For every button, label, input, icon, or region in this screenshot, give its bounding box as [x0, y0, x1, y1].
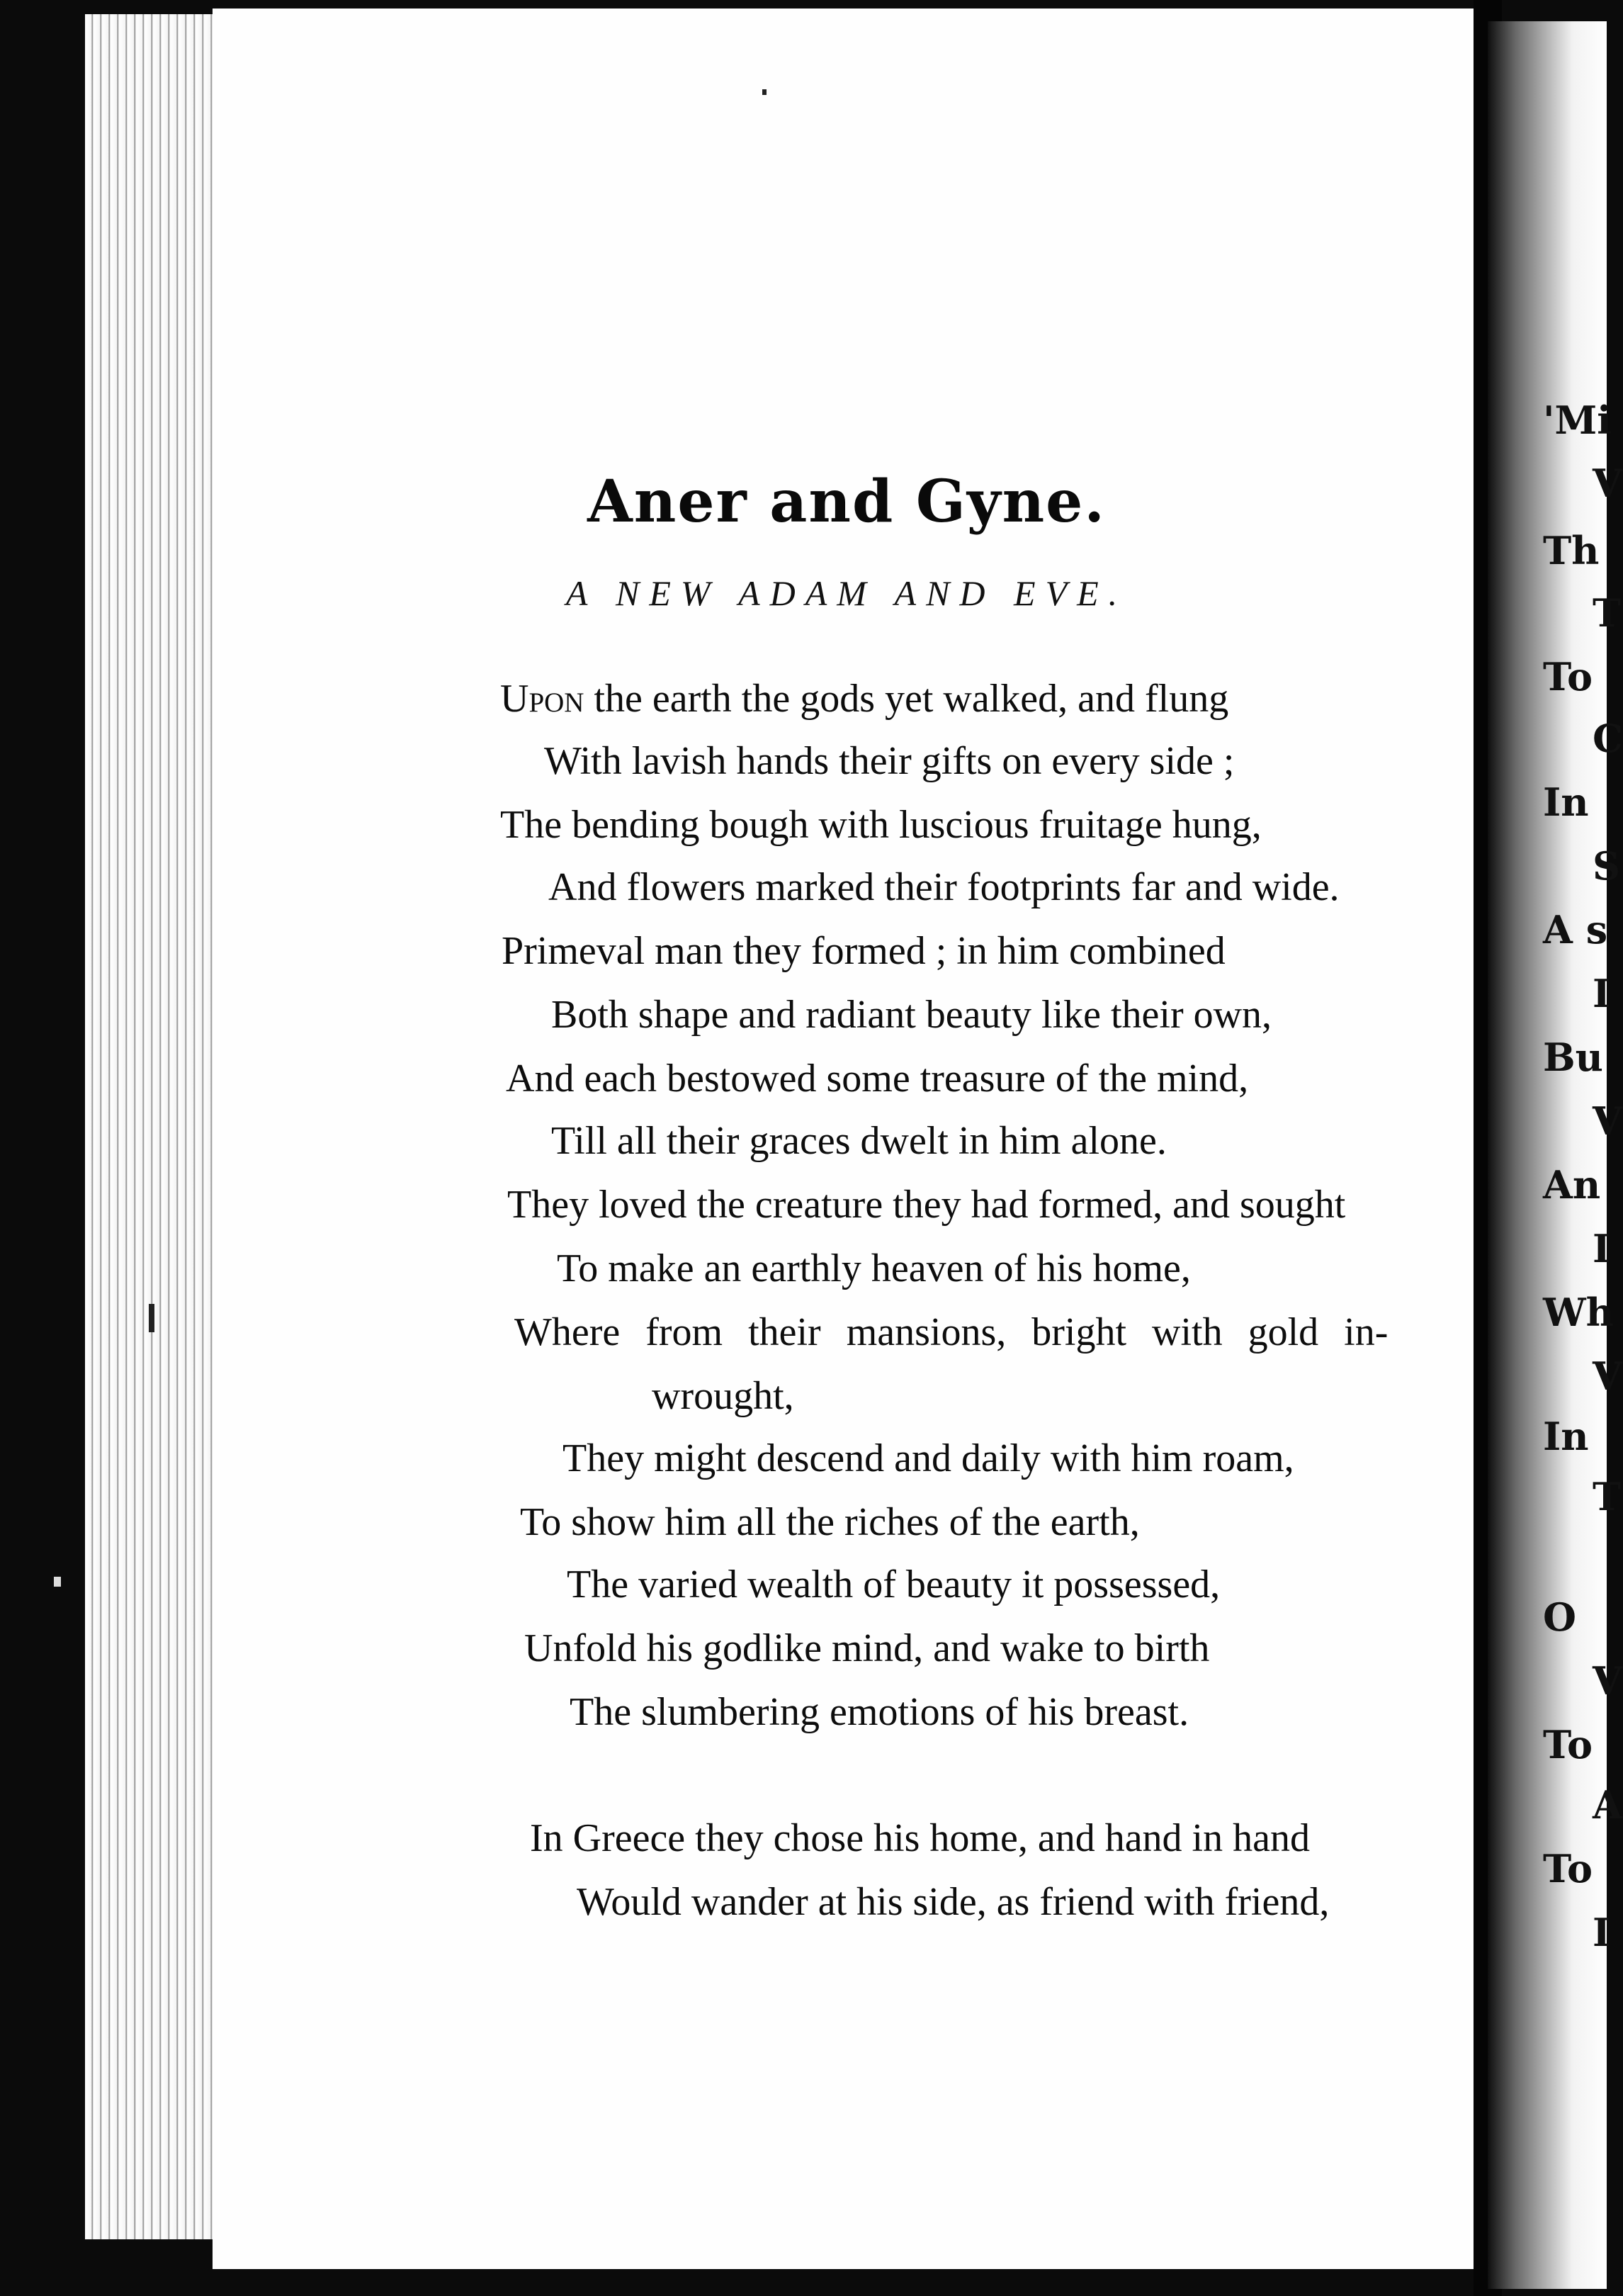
facing-fragment: V [1593, 1658, 1622, 1704]
facing-fragment: In [1543, 780, 1589, 825]
facing-fragment: An [1543, 1162, 1601, 1208]
poem-first-word: Upon [500, 677, 584, 721]
poem-line: The varied wealth of beauty it possessed, [567, 1563, 1221, 1606]
facing-fragment: A s [1543, 907, 1608, 952]
poem-line: Till all their graces dwelt in him alone. [551, 1119, 1167, 1163]
poem-line: They might descend and daily with him roam, [562, 1436, 1294, 1480]
poem-line: Would wander at his side, as friend with friend, [577, 1880, 1330, 1924]
poem-line: They loved the creature they had formed, and sought [507, 1183, 1346, 1227]
facing-fragment: V [1593, 1098, 1622, 1144]
facing-fragment: S [1593, 843, 1620, 889]
poem-line: In Greece they chose his home, and hand in hand [530, 1816, 1310, 1860]
facing-fragment: Bu [1543, 1035, 1603, 1080]
poem-line: With lavish hands their gifts on every side ; [544, 739, 1235, 783]
poem-line: And each bestowed some treasure of the mind, [506, 1057, 1249, 1101]
facing-fragment: Th [1543, 528, 1600, 573]
facing-fragment: To [1543, 1846, 1593, 1891]
poem-line: And flowers marked their footprints far and wide. [548, 865, 1340, 909]
poem-line: Unfold his godlike mind, and wake to birth [524, 1626, 1210, 1670]
facing-fragment: Wh [1543, 1290, 1614, 1335]
facing-fragment: V [1593, 461, 1622, 506]
poem-line: Primeval man they formed ; in him combined [502, 929, 1226, 973]
facing-fragment: I [1593, 1910, 1611, 1955]
poem-line: Both shape and radiant beauty like their own, [551, 993, 1272, 1037]
poem-line: wrought, [652, 1374, 794, 1418]
poem-line-text: the earth the gods yet walked, and flung [584, 677, 1229, 721]
facing-fragment: A [1593, 1782, 1622, 1828]
facing-fragment: T [1593, 590, 1622, 636]
facing-fragment: O [1543, 1594, 1577, 1640]
facing-fragment: V [1593, 1354, 1622, 1399]
poem-line: The bending bough with luscious fruitage hung, [500, 803, 1262, 847]
poem-line: Where from their mansions, bright with gold in- [514, 1310, 1389, 1354]
facing-fragment: T [1593, 1474, 1622, 1519]
poem-line: The slumbering emotions of his breast. [570, 1690, 1189, 1734]
poem-line: To make an earthly heaven of his home, [557, 1247, 1191, 1290]
facing-fragment: I [1593, 971, 1611, 1016]
facing-fragment: I [1593, 1226, 1611, 1271]
page-title: Aner and Gyne. [587, 468, 1106, 536]
poem-line [500, 679, 1228, 719]
facing-fragment: To [1543, 1722, 1593, 1767]
facing-fragment: In [1543, 1414, 1589, 1459]
poem-line: To show him all the riches of the earth, [520, 1500, 1140, 1544]
facing-fragment: C [1593, 716, 1623, 761]
page-subtitle: A NEW ADAM AND EVE. [565, 573, 1128, 613]
facing-fragment: To [1543, 654, 1593, 699]
facing-fragment: 'Mi [1543, 398, 1612, 443]
